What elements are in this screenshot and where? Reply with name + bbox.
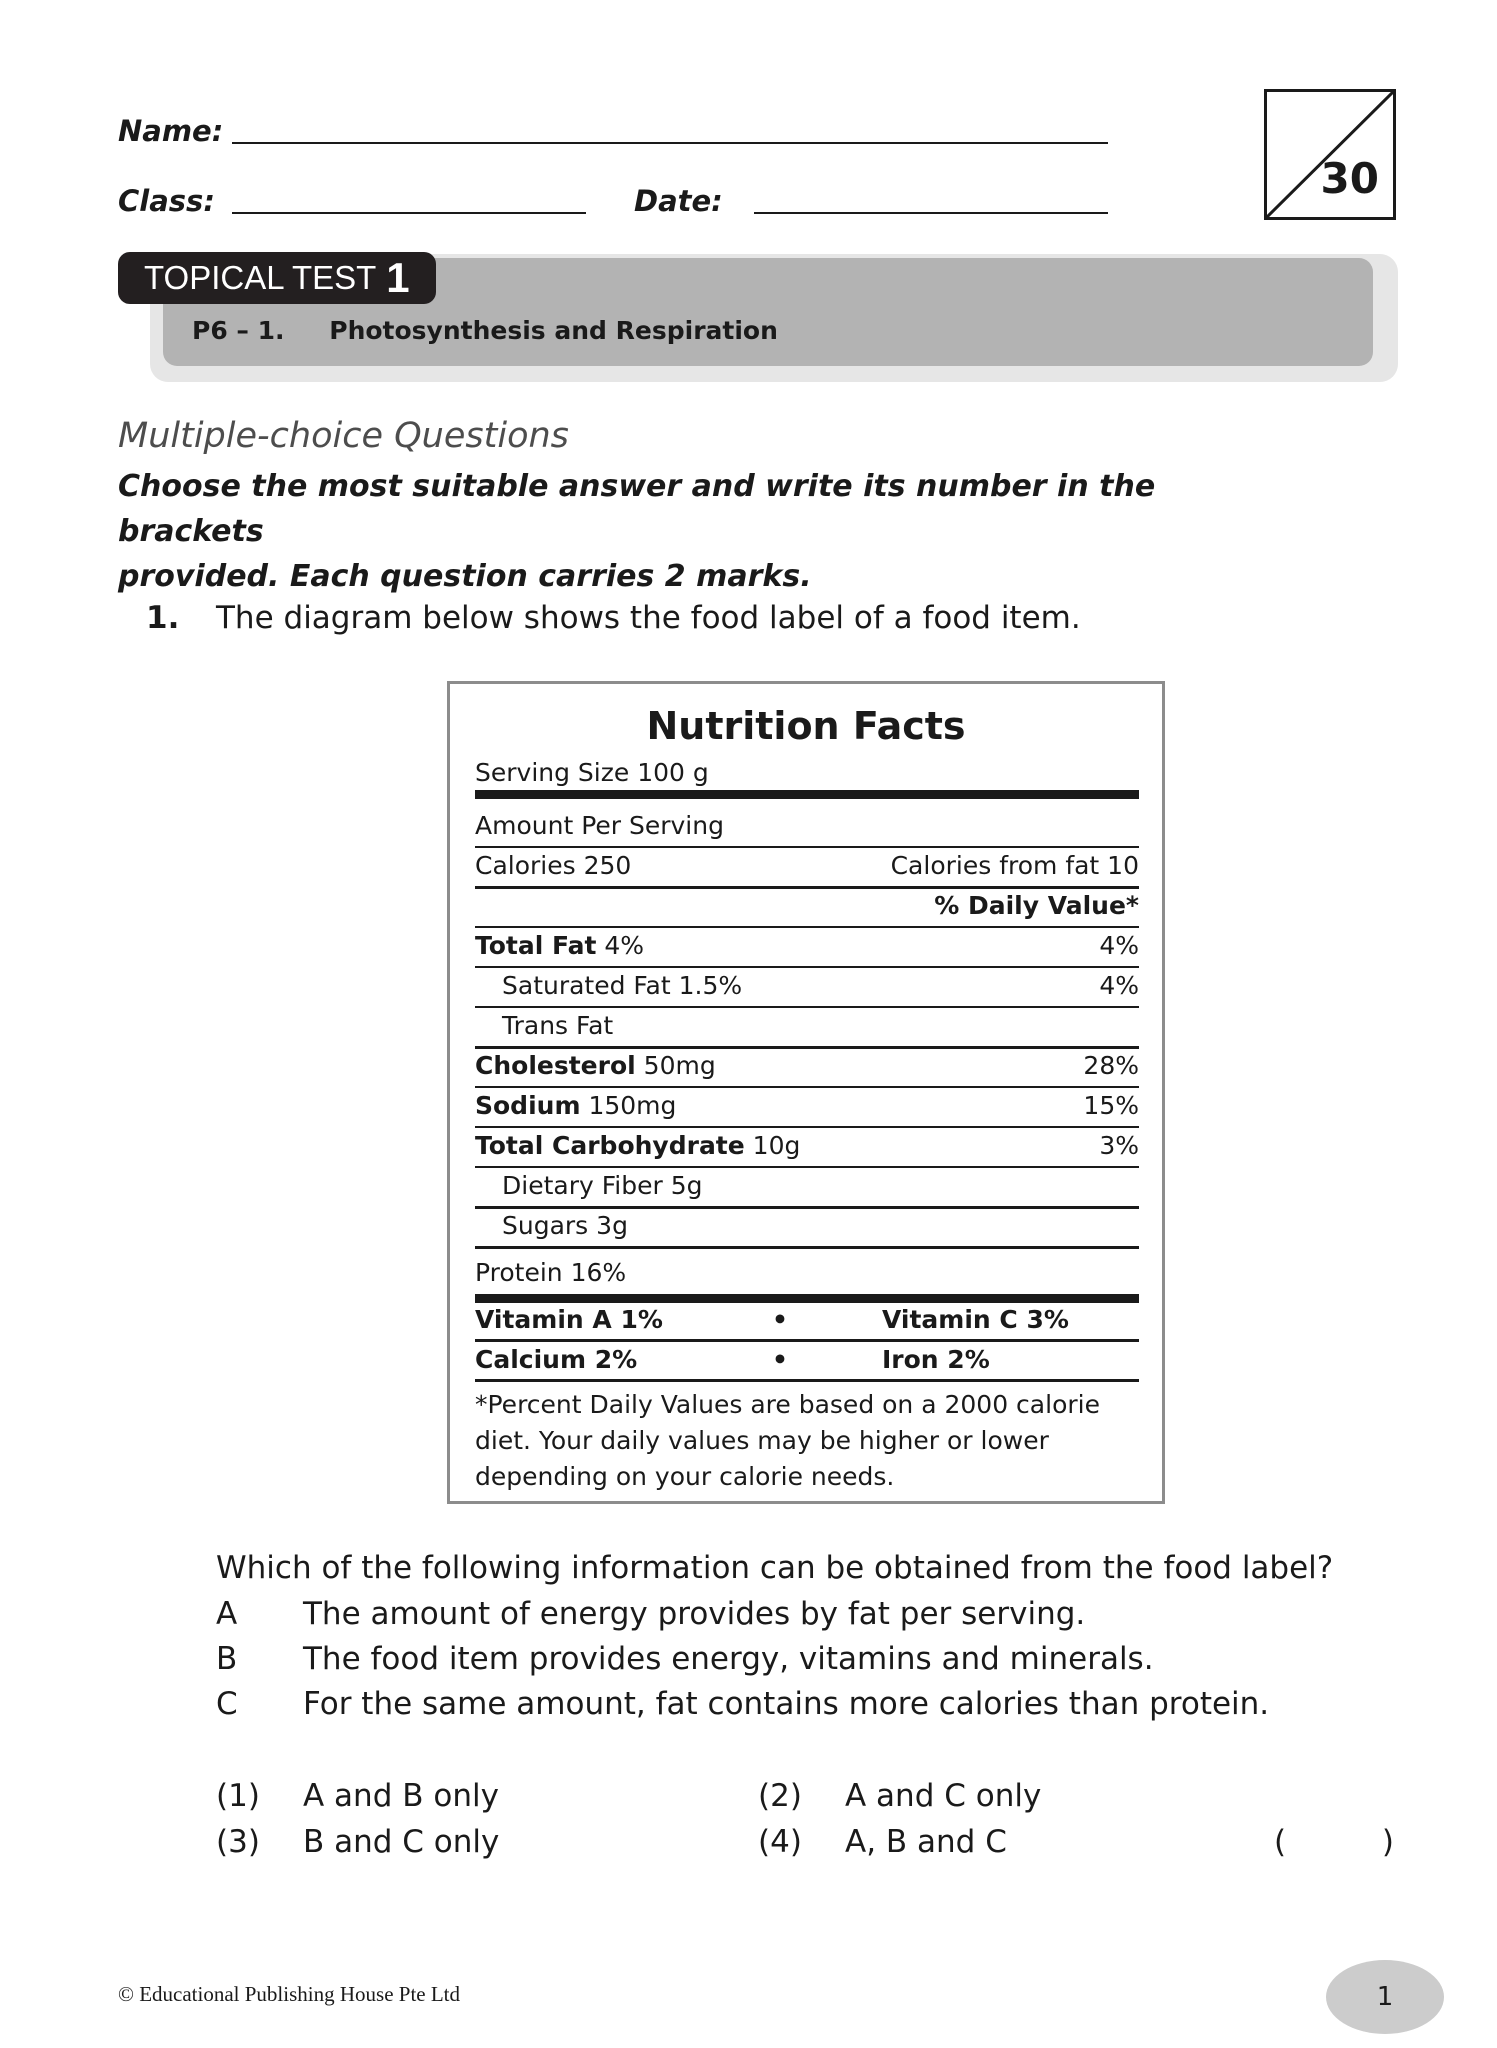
vitamin-a: Vitamin A 1% [475, 1305, 663, 1334]
nutrient-dv: 28% [1083, 1051, 1139, 1080]
protein-row [475, 1258, 1139, 1288]
option-code: (3) [216, 1824, 260, 1860]
topic-code: P6 – 1. [192, 316, 285, 345]
nutrition-title: Nutrition Facts [646, 704, 966, 748]
topical-test-title [118, 252, 436, 304]
nutrition-facts-label [447, 681, 1165, 1504]
bullet: • [772, 1305, 788, 1334]
rule [475, 1339, 1139, 1342]
statement-letter: B [216, 1641, 238, 1677]
statement-text: The amount of energy provides by fat per serving. [303, 1596, 1086, 1632]
option-text[interactable]: A and B only [303, 1778, 499, 1814]
nutrient-dv: 3% [1099, 1131, 1139, 1160]
rule [475, 1126, 1139, 1128]
nutrient-name: Sodium [475, 1091, 581, 1120]
nutrient-row-trans-fat [475, 1011, 1139, 1041]
question-number: 1. [146, 600, 180, 636]
serving-size-text: Serving Size 100 g [475, 758, 709, 787]
nutrient-amount: 1.5% [678, 971, 743, 1000]
page-number: 1 [1376, 1982, 1394, 2012]
thick-rule [475, 1294, 1139, 1303]
rule [475, 1379, 1139, 1382]
thick-rule [475, 790, 1139, 799]
calories-from-fat: Calories from fat 10 [890, 851, 1139, 880]
date-field-line[interactable] [754, 212, 1108, 214]
iron: Iron 2% [882, 1345, 990, 1374]
nutrient-name: Total Carbohydrate [475, 1131, 745, 1160]
topical-test-label: TOPICAL TEST [144, 259, 377, 296]
nutrient-name: Trans Fat [502, 1011, 614, 1040]
rule [475, 1206, 1139, 1209]
nutrient-row-dietary-fiber [475, 1171, 1139, 1201]
rule [475, 1086, 1139, 1088]
nutrition-footnote [475, 1387, 1139, 1495]
nutrient-amount: 3g [596, 1211, 628, 1240]
instructions-line-1: Choose the most suitable answer and write its number in the brackets [118, 469, 1156, 549]
bullet: • [772, 1345, 788, 1374]
nutrient-name: Sugars [502, 1211, 589, 1240]
rule [475, 926, 1139, 928]
copyright: © Educational Publishing House Pte Ltd [118, 1982, 461, 2006]
amount-per-serving-text: Amount Per Serving [475, 811, 724, 840]
footnote-line-3: depending on your calorie needs. [475, 1462, 895, 1491]
nutrient-amount: 5g [670, 1171, 703, 1200]
footnote-line-1: *Percent Daily Values are based on a 2000 calorie [475, 1390, 1100, 1419]
option-text[interactable]: A, B and C [845, 1824, 1007, 1860]
option-text[interactable]: A and C only [845, 1778, 1042, 1814]
serving-size [475, 758, 1139, 788]
calories-row [475, 851, 1139, 881]
score-box[interactable] [1264, 89, 1396, 220]
nutrient-name: Total Fat [475, 931, 597, 960]
nutrient-name: Saturated Fat [502, 971, 671, 1000]
nutrient-name: Dietary Fiber [502, 1171, 663, 1200]
calcium: Calcium 2% [475, 1345, 638, 1374]
option-code: (2) [758, 1778, 802, 1814]
nutrient-amount: 50mg [643, 1051, 716, 1080]
nutrient-row-sugars [475, 1211, 1139, 1241]
nutrient-amount: 150mg [588, 1091, 677, 1120]
statement-letter: C [216, 1686, 238, 1722]
option-code: (1) [216, 1778, 260, 1814]
question-ask: Which of the following information can be obtained from the food label? [216, 1550, 1334, 1586]
bracket-open: ( [1274, 1824, 1287, 1860]
amount-per-serving [475, 811, 1139, 841]
rule [475, 1246, 1139, 1249]
nutrient-dv: 4% [1099, 971, 1139, 1000]
answer-brackets[interactable] [1274, 1824, 1394, 1860]
rule [475, 846, 1139, 848]
instructions-line-2: provided. Each question carries 2 marks. [118, 559, 812, 594]
date-label: Date: [634, 184, 723, 218]
nutrient-name: Cholesterol [475, 1051, 636, 1080]
statement-letter: A [216, 1596, 238, 1632]
topic-name: Photosynthesis and Respiration [329, 316, 778, 345]
instructions [118, 464, 1298, 599]
section-title: Multiple-choice Questions [118, 416, 569, 456]
rule [475, 1046, 1139, 1049]
nutrient-row-total-fat [475, 931, 1139, 961]
question-prompt: The diagram below shows the food label of a food item. [216, 600, 1081, 636]
nutrient-amount: 10g [752, 1131, 801, 1160]
footnote-line-2: diet. Your daily values may be higher or lower [475, 1426, 1049, 1455]
class-label: Class: [118, 184, 215, 218]
nutrient-row-sodium [475, 1091, 1139, 1121]
nutrient-dv: 4% [1099, 931, 1139, 960]
vitamin-c: Vitamin C 3% [882, 1305, 1069, 1334]
nutrient-amount: 4% [604, 931, 645, 960]
calories: Calories 250 [475, 851, 632, 880]
bracket-close: ) [1381, 1824, 1394, 1860]
rule [475, 1166, 1139, 1168]
daily-value-header [475, 891, 1139, 921]
rule [475, 1006, 1139, 1008]
name-label: Name: [118, 114, 224, 148]
nutrient-row-saturated-fat [475, 971, 1139, 1001]
statement-text: For the same amount, fat contains more calories than protein. [303, 1686, 1270, 1722]
nutrient-row-cholesterol [475, 1051, 1139, 1081]
option-text[interactable]: B and C only [303, 1824, 500, 1860]
statement-text: The food item provides energy, vitamins and minerals. [303, 1641, 1154, 1677]
topical-test-number: 1 [386, 254, 410, 301]
name-field-line[interactable] [232, 142, 1108, 144]
rule [475, 886, 1139, 889]
total-marks: 30 [1320, 154, 1379, 203]
option-code: (4) [758, 1824, 802, 1860]
daily-value-header-text: % Daily Value* [934, 891, 1139, 920]
nutrient-row-total-carbohydrate [475, 1131, 1139, 1161]
nutrient-dv: 15% [1083, 1091, 1139, 1120]
protein: Protein 16% [475, 1258, 627, 1287]
class-field-line[interactable] [232, 212, 586, 214]
topic-line [192, 316, 814, 345]
rule [475, 966, 1139, 968]
